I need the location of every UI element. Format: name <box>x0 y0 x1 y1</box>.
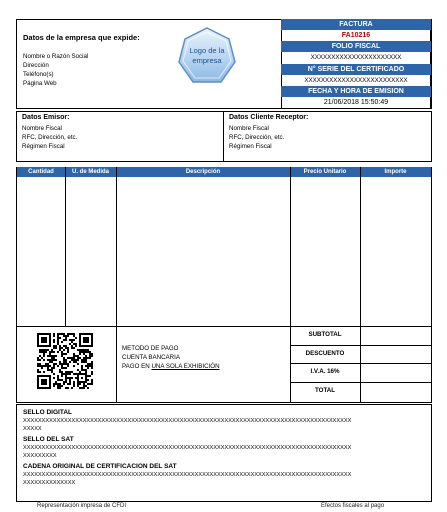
emisor-line: Nombre Fiscal <box>22 125 62 132</box>
column-divider <box>65 167 66 327</box>
issuer-line: Nombre o Razón Social <box>23 53 89 60</box>
digital-seal-value: XXXXXXXXXXXXXXXXXXXXXXXXXXXXXXXXXXXXXXXXXXXXXXXXXXXXXXXXXXXXXXXXXXXXXXXXXXXXXXXXXXXXXXXX <box>23 418 352 424</box>
sat-seal-label: SELLO DEL SAT <box>23 436 74 443</box>
folio-fiscal-value: XXXXXXXXXXXXXXXXXXXXXX <box>281 52 431 64</box>
payment-prefix: PAGO EN <box>122 363 152 370</box>
emisor-title: Datos Emisor: <box>22 114 70 121</box>
emission-date-label: FECHA Y HORA DE EMISION <box>281 86 431 97</box>
receptor-title: Datos Cliente Receptor: <box>229 114 309 121</box>
footer-left-text: Representación impresa de CFDI <box>37 503 127 509</box>
col-header-unidad: U. de Medida <box>65 167 116 177</box>
receptor-line: Régimen Fiscal <box>229 143 272 150</box>
factura-number: FA10216 <box>281 30 431 41</box>
col-header-precio: Precio Unitario <box>290 167 360 177</box>
emisor-line: RFC, Dirección, etc. <box>22 134 78 141</box>
payment-method: METODO DE PAGO <box>122 345 179 352</box>
receptor-details <box>229 124 284 151</box>
col-header-cantidad: Cantidad <box>17 167 65 177</box>
cert-serial-label: N° SERIE DEL CERTIFICADO <box>281 64 431 75</box>
folio-fiscal-label: FOLIO FISCAL <box>281 41 431 52</box>
factura-label: FACTURA <box>281 19 431 30</box>
digital-seal-value: XXXXX <box>23 426 42 432</box>
totals-row-line <box>290 345 432 346</box>
column-divider <box>116 167 117 403</box>
digital-seal-label: SELLO DIGITAL <box>23 409 72 416</box>
seals-content <box>23 408 428 487</box>
payment-info <box>122 344 220 371</box>
issuer-line: Teléfono(s) <box>23 71 54 78</box>
logo-line: Logo de la <box>189 46 225 55</box>
receptor-line: Nombre Fiscal <box>229 125 269 132</box>
issuer-details <box>23 52 88 88</box>
col-header-importe: Importe <box>360 167 431 177</box>
column-divider <box>360 167 361 403</box>
sat-seal-value: XXXXXXXXXXXXXXXXXXXXXXXXXXXXXXXXXXXXXXXXXXXXXXXXXXXXXXXXXXXXXXXXXXXXXXXXXXXXXXXXXXXXXXXX <box>23 445 352 451</box>
logo-line: empresa <box>192 56 222 65</box>
discount-label: DESCUENTO <box>305 350 345 357</box>
emission-date-value: 21/06/2018 15:50:49 <box>281 97 431 108</box>
iva-label: I.V.A. 16% <box>310 368 340 375</box>
subtotal-label: SUBTOTAL <box>308 331 342 338</box>
total-label: TOTAL <box>314 387 336 394</box>
original-chain-value: XXXXXXXXXXXXXXXXXXXXXXXXXXXXXXXXXXXXXXXXXXXXXXXXXXXXXXXXXXXXXXXXXXXXXXXXXXXXXXXXXXXXXXXX <box>23 472 352 478</box>
col-header-descripcion: Descripción <box>116 167 290 177</box>
original-chain-label: CADENA ORIGINAL DE CERTIFICACION DEL SAT <box>23 463 177 470</box>
totals-row-line <box>290 363 432 364</box>
bank-account: CUENTA BANCARIA <box>122 354 180 361</box>
qr-code-icon <box>37 333 93 389</box>
company-logo <box>176 26 238 88</box>
issuer-title: Datos de la empresa que expide: <box>23 33 140 42</box>
issuer-line: Página Web <box>23 80 57 87</box>
totals-row-line <box>290 382 432 383</box>
cert-serial-value: XXXXXXXXXXXXXXXXXXXXXXXXX <box>281 75 431 86</box>
emisor-details <box>22 124 77 151</box>
single-payment-link: UNA SOLA EXHIBICIÓN <box>151 363 220 370</box>
sat-seal-value: XXXXXXXXX <box>23 453 57 459</box>
payment-terms <box>122 362 220 371</box>
emisor-line: Régimen Fiscal <box>22 143 65 150</box>
totals-divider <box>16 326 432 327</box>
receptor-line: RFC, Dirección, etc. <box>229 134 285 141</box>
original-chain-value: XXXXXXXXXXXXXX <box>23 480 76 486</box>
issuer-line: Dirección <box>23 62 49 69</box>
footer-right-text: Efectos fiscales al pago <box>321 503 385 509</box>
logo-text <box>176 46 238 66</box>
